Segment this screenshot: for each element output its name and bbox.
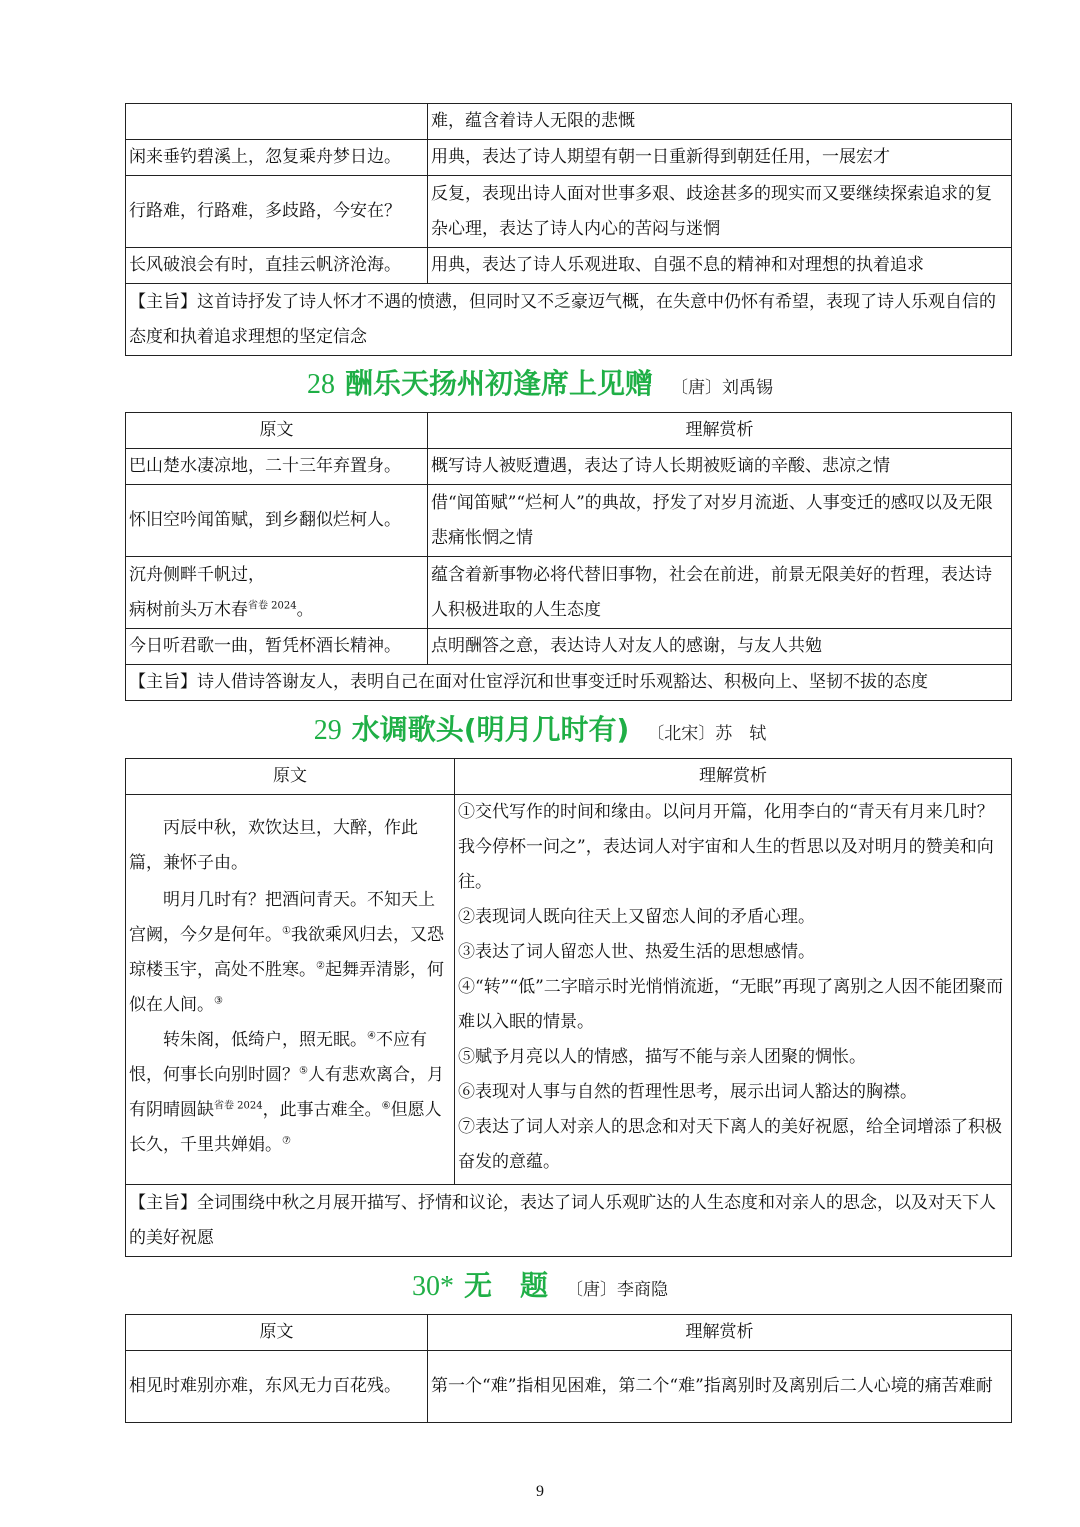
- poem-author: 〔北宋〕苏 轼: [647, 724, 767, 744]
- verse-text: 病树前头万木春: [129, 599, 248, 620]
- verse-text: 人有悲欢离合，月有阴晴圆缺: [129, 1065, 444, 1120]
- original-cell: 行路难，行路难，多歧路，今安在？: [126, 176, 428, 248]
- section-number: 29: [313, 715, 342, 746]
- note-item: ④“转”“低”二字暗示时光悄悄流逝，“无眠”再现了离别之人因不能团聚而难以入眠的情景。: [458, 977, 1004, 1032]
- original-cell: 相见时难别亦难，东风无力百花残。: [126, 1351, 428, 1423]
- verse-punct: 。: [296, 599, 314, 620]
- analysis-cell: 用典，表达了诗人期望有朝一日重新得到朝廷任用，一展宏才: [428, 140, 1012, 176]
- column-header-original: 原文: [126, 1315, 428, 1351]
- poem-title: 无 题: [463, 1269, 548, 1302]
- note-item: ⑥表现对人事与自然的哲理性思考，展示出词人豁达的胸襟。: [458, 1082, 917, 1102]
- theme-cell: 【主旨】这首诗抒发了诗人怀才不遇的愤懑，但同时又不乏豪迈气概，在失意中仍怀有希望，表现了诗人乐观自信的态度和执着追求理想的坚定信念: [126, 284, 1012, 356]
- table-poem-30: [125, 1314, 1012, 1423]
- exam-note: 省卷 2024: [214, 1100, 263, 1112]
- table-row: [126, 176, 1012, 248]
- analysis-cell: [455, 795, 1012, 1185]
- table-header-row: [126, 1315, 1012, 1351]
- analysis-cell: 借“闻笛赋”“烂柯人”的典故，抒发了对岁月流逝、人事变迁的感叹以及无限悲痛怅惘之情: [428, 485, 1012, 557]
- analysis-cell: 反复，表现出诗人面对世事多艰、歧途甚多的现实而又要继续探索追求的复杂心理，表达了诗人内心的苦闷与迷惘: [428, 176, 1012, 248]
- table-row: [126, 629, 1012, 665]
- note-marker: ③: [214, 995, 223, 1007]
- note-item: ⑦表达了词人对亲人的思念和对天下离人的美好祝愿，给全词增添了积极奋发的意蕴。: [458, 1117, 1002, 1172]
- verse-text: 但愿人长久，千里共婵娟。: [129, 1100, 442, 1155]
- table-row: [126, 140, 1012, 176]
- verse-text: 转朱阁，低绮户，照无眠。: [163, 1030, 367, 1050]
- note-marker: ②: [316, 960, 325, 972]
- verse-text: 我欲乘风归去，又恐琼楼玉宇，高处不胜寒。: [129, 925, 444, 980]
- table-row: [126, 449, 1012, 485]
- poem-stanza-2: [129, 1023, 451, 1163]
- theme-row: [126, 284, 1012, 356]
- table-row: [126, 795, 1012, 1185]
- analysis-cell: 概写诗人被贬遭遇，表达了诗人长期被贬谪的辛酸、悲凉之情: [428, 449, 1012, 485]
- table-header-row: [126, 413, 1012, 449]
- column-header-analysis: 理解赏析: [428, 413, 1012, 449]
- original-cell: [126, 104, 428, 140]
- note-marker: ⑤: [299, 1065, 308, 1077]
- original-cell: [126, 795, 455, 1185]
- table-row: [126, 557, 1012, 629]
- section-title-28: [0, 364, 1080, 404]
- note-marker: ①: [282, 925, 291, 937]
- analysis-cell: 用典，表达了诗人乐观进取、自强不息的精神和对理想的执着追求: [428, 248, 1012, 284]
- verse-text: 不应有恨，何事长向别时圆？: [129, 1030, 427, 1085]
- table-header-row: [126, 759, 1012, 795]
- analysis-cell: 难，蕴含着诗人无限的悲慨: [428, 104, 1012, 140]
- note-marker: ⑦: [282, 1135, 291, 1147]
- poem-author: 〔唐〕李商隐: [566, 1280, 668, 1300]
- analysis-cell: 蕴含着新事物必将代替旧事物，社会在前进，前景无限美好的哲理，表达诗人积极进取的人生态度: [428, 557, 1012, 629]
- verse-text: 起舞弄清影，何似在人间。: [129, 960, 444, 1015]
- exam-note: 省卷 2024: [248, 599, 297, 611]
- verse-line: 沉舟侧畔千帆过，: [129, 564, 265, 585]
- table-row: [126, 104, 1012, 140]
- original-cell: 今日听君歌一曲，暂凭杯酒长精神。: [126, 629, 428, 665]
- poem-author: 〔唐〕刘禹锡: [671, 378, 773, 398]
- column-header-analysis: 理解赏析: [428, 1315, 1012, 1351]
- section-title-29: [0, 710, 1080, 750]
- column-header-analysis: 理解赏析: [455, 759, 1012, 795]
- note-marker: ④: [367, 1030, 376, 1042]
- poem-stanza-1: [129, 883, 451, 1023]
- table-poem-27-continued: [125, 103, 1012, 356]
- note-item: ③表达了词人留恋人世、热爱生活的思想感情。: [458, 942, 815, 962]
- column-header-original: 原文: [126, 413, 428, 449]
- poem-title: 酬乐天扬州初逢席上见赠: [344, 367, 653, 400]
- table-poem-29: [125, 758, 1012, 1257]
- note-marker: ⑥: [381, 1100, 391, 1112]
- poem-title: 水调歌头(明月几时有): [351, 713, 630, 746]
- verse-text: 明月几时有？把酒问青天。不知天上宫阙，今夕是何年。: [129, 890, 435, 945]
- theme-cell: 【主旨】诗人借诗答谢友人，表明自己在面对仕宦浮沉和世事变迁时乐观豁达、积极向上、坚韧不拔的态度: [126, 665, 1012, 701]
- theme-row: [126, 665, 1012, 701]
- section-title-30: [0, 1266, 1080, 1306]
- table-poem-28: [125, 412, 1012, 701]
- column-header-original: 原文: [126, 759, 455, 795]
- section-number: 28: [306, 369, 335, 400]
- verse-line: [129, 593, 424, 628]
- original-cell: [126, 557, 428, 629]
- section-number: 30*: [411, 1271, 454, 1302]
- page-number: 9: [536, 1483, 544, 1500]
- poem-preface: 丙辰中秋，欢饮达旦，大醉，作此篇，兼怀子由。: [129, 818, 418, 873]
- original-cell: 巴山楚水凄凉地，二十三年弃置身。: [126, 449, 428, 485]
- analysis-cell: 第一个“难”指相见困难，第二个“难”指离别时及离别后二人心境的痛苦难耐: [428, 1351, 1012, 1423]
- table-row: [126, 248, 1012, 284]
- theme-cell: 【主旨】全词围绕中秋之月展开描写、抒情和议论，表达了词人乐观旷达的人生态度和对亲人的思念，以及对天下人的美好祝愿: [126, 1185, 1012, 1257]
- table-row: [126, 485, 1012, 557]
- original-cell: 怀旧空吟闻笛赋，到乡翻似烂柯人。: [126, 485, 428, 557]
- verse-text: ，此事古难全。: [262, 1100, 382, 1120]
- table-row: [126, 1351, 1012, 1423]
- analysis-cell: 点明酬答之意，表达诗人对友人的感谢，与友人共勉: [428, 629, 1012, 665]
- note-item: ①交代写作的时间和缘由。以问月开篇，化用李白的“青天有月来几时？我今停杯一问之”，表达词人对宇宙和人生的哲思以及对明月的赞美和向往。: [458, 802, 994, 892]
- original-cell: 长风破浪会有时，直挂云帆济沧海。: [126, 248, 428, 284]
- note-item: ②表现词人既向往天上又留恋人间的矛盾心理。: [458, 907, 815, 927]
- original-cell: 闲来垂钓碧溪上，忽复乘舟梦日边。: [126, 140, 428, 176]
- theme-row: [126, 1185, 1012, 1257]
- note-item: ⑤赋予月亮以人的情感，描写不能与亲人团聚的惆怅。: [458, 1047, 866, 1067]
